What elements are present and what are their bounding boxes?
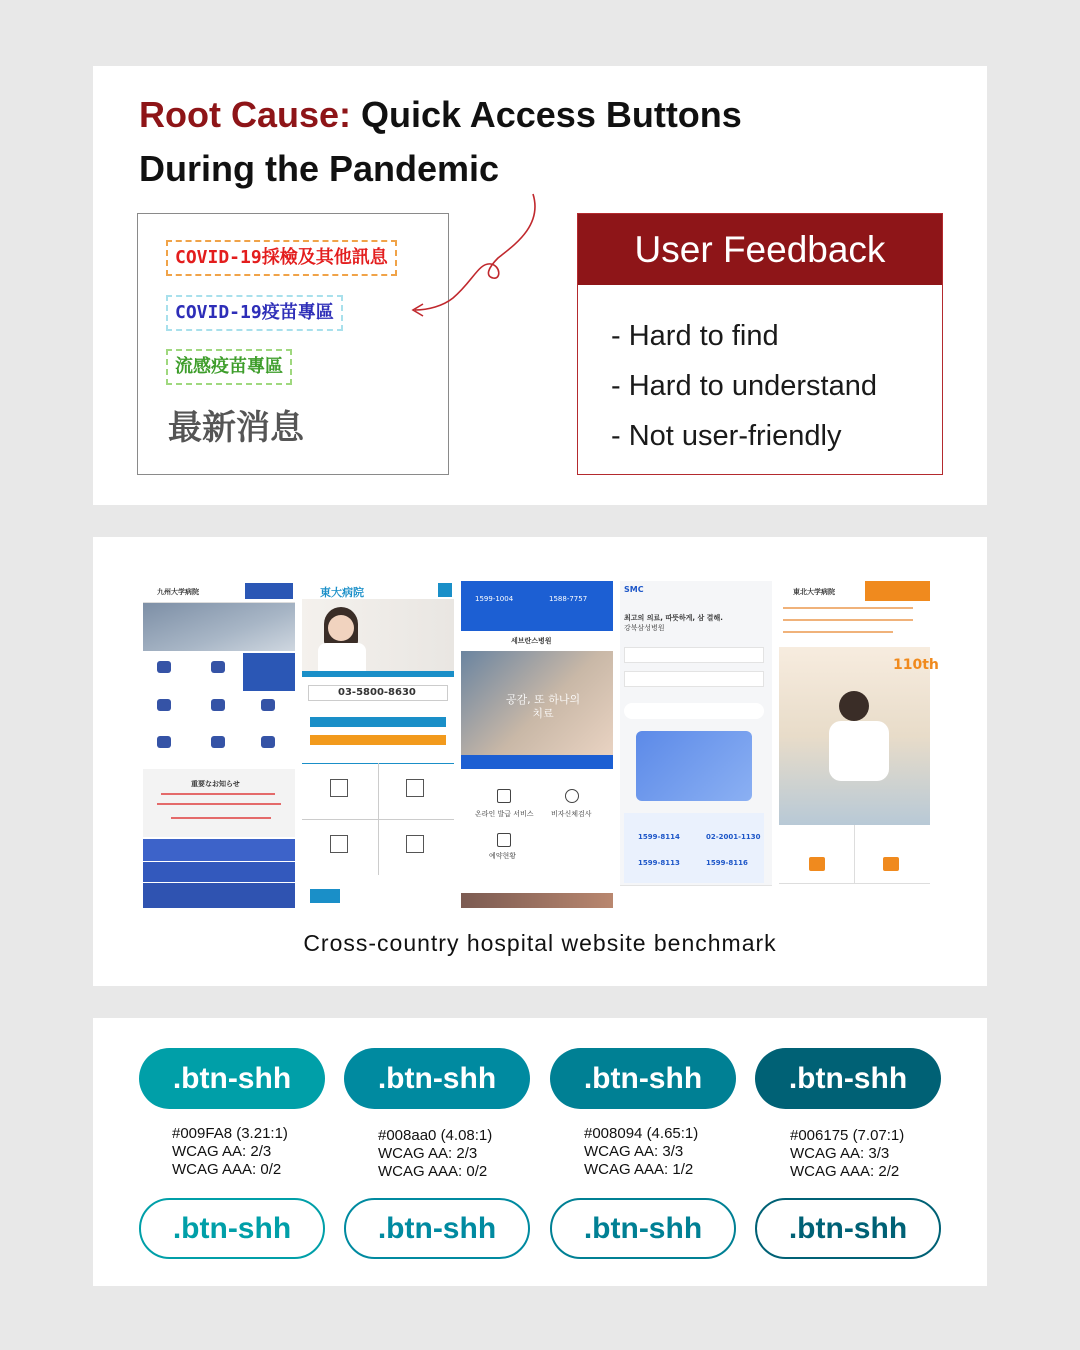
title-rest: Quick Access Buttons (361, 94, 742, 135)
smc-sub: 강북삼성병원 (624, 624, 665, 632)
root-cause-card (93, 66, 987, 505)
severance-hero: 공감, 또 하나의 치료 (505, 693, 581, 720)
kyushu-name: 九州大学病院 (157, 588, 199, 596)
feedback-list (578, 285, 942, 461)
flu-vaccine-button[interactable]: 流感疫苗專區 (166, 349, 292, 385)
screenshot-strip (143, 581, 939, 908)
covid-vaccine-button[interactable]: COVID-19疫苗專區 (166, 295, 343, 331)
screenshot-utokyo (302, 581, 454, 908)
severance-service1: 온라인 발급 서비스 (475, 810, 534, 818)
contrast-aaa: WCAG AAA: 0/2 (172, 1161, 282, 1178)
kyushu-notice: 重要なお知らせ (191, 780, 240, 788)
contrast-aaa: WCAG AAA: 2/2 (790, 1163, 900, 1180)
title-line2: During the Pandemic (139, 148, 500, 189)
smc-headline: 최고의 의료, 따뜻하게, 삼 결해. (624, 614, 723, 622)
feedback-item: - Hard to understand (611, 370, 877, 402)
feedback-title: User Feedback (578, 214, 942, 285)
contrast-aa: WCAG AA: 3/3 (584, 1143, 684, 1160)
latest-news-heading: 最新消息 (168, 408, 304, 448)
tohoku-name: 東北大学病院 (793, 588, 835, 596)
screenshot-severance (461, 581, 613, 908)
utokyo-name: 東大病院 (320, 586, 364, 599)
btn-shh-filled[interactable]: .btn-shh (755, 1048, 941, 1109)
screenshot-kyushu (143, 581, 295, 908)
benchmark-caption: Cross-country hospital website benchmark (303, 930, 777, 956)
contrast-aa: WCAG AA: 2/3 (378, 1145, 478, 1162)
feedback-item: - Hard to find (611, 320, 779, 352)
contrast-spec (790, 1127, 976, 1181)
screenshot-smc (620, 581, 772, 908)
contrast-spec (172, 1125, 358, 1179)
contrast-hex: #008094 (4.65:1) (584, 1125, 699, 1142)
btn-shh-outline[interactable]: .btn-shh (139, 1198, 325, 1259)
smc-phone1: 1599-8114 (638, 833, 680, 841)
contrast-hex: #008aa0 (4.08:1) (378, 1127, 493, 1144)
btn-shh-filled[interactable]: .btn-shh (344, 1048, 530, 1109)
contrast-aaa: WCAG AAA: 1/2 (584, 1161, 694, 1178)
tohoku-badge: 110th (893, 657, 939, 673)
contrast-spec (584, 1125, 770, 1179)
contrast-aaa: WCAG AAA: 0/2 (378, 1163, 488, 1180)
severance-name: 세브란스병원 (511, 637, 552, 645)
benchmark-card (93, 537, 987, 986)
covid-info-button[interactable]: COVID-19採檢及其他訊息 (166, 240, 397, 276)
severance-phone2: 1588-7757 (549, 595, 588, 603)
severance-service2: 비자신체검사 (551, 810, 592, 818)
smc-phone4: 1599-8116 (706, 859, 748, 867)
smc-name: SMC (624, 585, 644, 594)
utokyo-phone: 03-5800-8630 (338, 687, 416, 698)
btn-shh-filled[interactable]: .btn-shh (139, 1048, 325, 1109)
page-title (139, 88, 839, 196)
contrast-hex: #009FA8 (3.21:1) (172, 1125, 288, 1142)
screenshot-tohoku (779, 581, 939, 908)
curved-arrow-icon (393, 186, 553, 326)
btn-shh-filled[interactable]: .btn-shh (550, 1048, 736, 1109)
btn-shh-outline[interactable]: .btn-shh (550, 1198, 736, 1259)
root-cause-label: Root Cause: (139, 94, 352, 135)
contrast-aa: WCAG AA: 2/3 (172, 1143, 272, 1160)
smc-phone2: 02-2001-1130 (706, 833, 761, 841)
smc-phone3: 1599-8113 (638, 859, 680, 867)
contrast-spec (378, 1127, 564, 1181)
btn-shh-outline[interactable]: .btn-shh (344, 1198, 530, 1259)
feedback-item: - Not user-friendly (611, 420, 842, 452)
contrast-card (93, 1018, 987, 1286)
contrast-hex: #006175 (7.07:1) (790, 1127, 905, 1144)
btn-shh-outline[interactable]: .btn-shh (755, 1198, 941, 1259)
severance-service3: 예약현황 (489, 852, 517, 860)
severance-phone1: 1599-1004 (475, 595, 514, 603)
contrast-aa: WCAG AA: 3/3 (790, 1145, 890, 1162)
user-feedback-panel (577, 213, 943, 475)
